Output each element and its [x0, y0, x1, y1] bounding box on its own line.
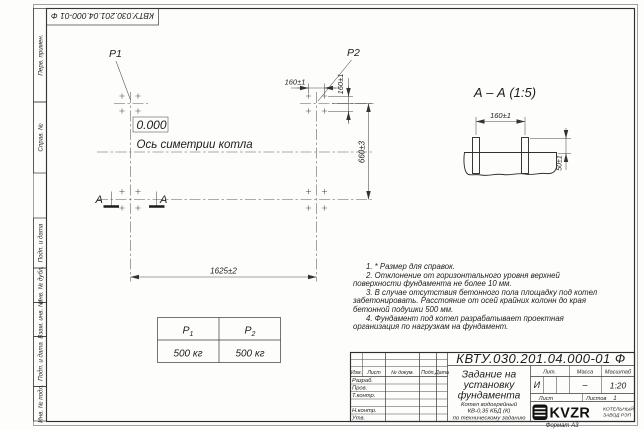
field-podp-data-1: Подп. и дата	[37, 223, 45, 263]
dim-bolt-spacing	[476, 111, 525, 135]
dim-bolt-spacing-value: 160±1	[490, 111, 511, 120]
plan-view	[95, 47, 375, 282]
section-view	[464, 85, 571, 175]
p1-leader-line	[116, 61, 131, 100]
mass-value: –	[582, 379, 588, 390]
section-cut-marks	[95, 192, 168, 207]
doc-subtitle-line1: Котел водогрейный	[460, 402, 518, 408]
dim-height-value: 660±3	[357, 140, 367, 164]
load-table	[158, 318, 281, 363]
p1-label: P1	[109, 48, 122, 60]
dim-width	[131, 267, 317, 278]
anchor-bolt-left	[473, 138, 480, 174]
sig-utv: Утв.	[352, 415, 366, 422]
technical-notes	[353, 263, 599, 332]
doc-title-line3: фундамента	[457, 390, 521, 402]
dim-bolt-protrusion-value: 50±1	[556, 155, 564, 171]
field-podp-data-2: Подп. и дата	[37, 342, 45, 381]
level-mark: 0.000	[136, 118, 167, 132]
anchor-bolt-right	[522, 138, 529, 174]
section-letter-a2: А	[160, 194, 168, 206]
left-margin-fields	[34, 9, 47, 423]
field-inv-podl: Инв. № подл.	[37, 384, 45, 423]
boiler-axis-label: Ось симетрии котла	[136, 139, 253, 151]
note-item: 3. В случае отсутствия бетонного пола площадку под котел забетонировать. Расстояние от осей крайних колонн до края бетонной подушки 500 мм.	[353, 287, 598, 314]
dim-group-y-value: 160±1	[336, 73, 345, 95]
sig-razrab: Разраб.	[352, 378, 373, 384]
scale-value: 1:20	[609, 380, 627, 391]
company-name-line1: КОТЕЛЬНЫЙ	[603, 407, 634, 413]
company-name-line2: ЗАВОД РЭП	[603, 413, 632, 419]
concrete-pad	[464, 153, 557, 176]
sig-prov: Пров.	[352, 385, 368, 392]
mass-label: Масса	[576, 369, 594, 376]
corner-stamp-code: КВТУ.030.201.04.000-01 Ф	[51, 11, 154, 21]
sig-nkontr: Н.контр.	[352, 408, 377, 414]
dim-bolt-protrusion	[530, 128, 571, 171]
dim-group-y	[328, 74, 353, 124]
load-table-value-p1: 500 кг	[173, 348, 203, 360]
dim-height	[332, 104, 374, 200]
dim-group-x-value: 160±1	[284, 77, 306, 87]
sheets-label: Листов	[586, 396, 607, 402]
note-item: 1. * Размер для справок.	[366, 262, 455, 271]
rev-header-data: Дата	[435, 370, 449, 376]
scale-label: Масштаб	[604, 369, 632, 376]
format-label: Формат А3	[545, 423, 579, 429]
lit-label: Лит.	[542, 369, 557, 376]
doc-subtitle-line2: КВ-0,35 КБД (К)	[467, 408, 511, 415]
p2-leader-line	[318, 60, 352, 101]
doc-subtitle-line3: по техническому заданию	[452, 415, 526, 422]
note-item: 4. Фундамент под котел разрабатывает проектная организация по нагрузкам на фундамент.	[353, 313, 564, 332]
lit-value: И	[533, 380, 541, 390]
load-table-header-p1: $P_1$	[182, 324, 194, 338]
p2-label: P2	[347, 47, 360, 59]
sig-tkontr: Т.контр.	[352, 393, 376, 399]
company-logo	[533, 405, 635, 422]
field-perv-primen: Перв. примен.	[37, 34, 45, 76]
dim-width-value: 1625±2	[210, 266, 237, 276]
load-table-value-p2: 500 кг	[235, 348, 265, 360]
title-block-code: КВТУ.030.201.04.000-01 Ф	[456, 351, 626, 366]
doc-title-line2: установку	[463, 380, 515, 391]
field-sprav-no: Справ. №	[37, 123, 45, 152]
rev-header-dokum: № докум.	[391, 370, 414, 376]
rev-header-izm: Изм.	[350, 370, 363, 376]
section-title: А – А (1:5)	[473, 85, 537, 100]
rev-header-list: Лист	[367, 370, 381, 376]
field-vzam-inv: Взам. инв. №	[37, 300, 45, 339]
logo-text: KVZR	[549, 405, 591, 422]
rev-header-podp: Подп.	[421, 370, 435, 376]
sheets-value: 1	[613, 395, 617, 402]
field-inv-dubl: Инв. № дубл.	[37, 265, 45, 305]
sheet-label: Лист	[538, 396, 554, 402]
load-table-header-p2: $P_2$	[244, 324, 256, 338]
note-item: 2. Отклонение от горизонтального уровня верхней поверхности фундамента не более 10 мм.	[353, 270, 560, 289]
section-letter-a1: А	[95, 194, 103, 206]
title-block	[351, 351, 635, 429]
doc-title-line1: Задание на	[461, 369, 517, 381]
